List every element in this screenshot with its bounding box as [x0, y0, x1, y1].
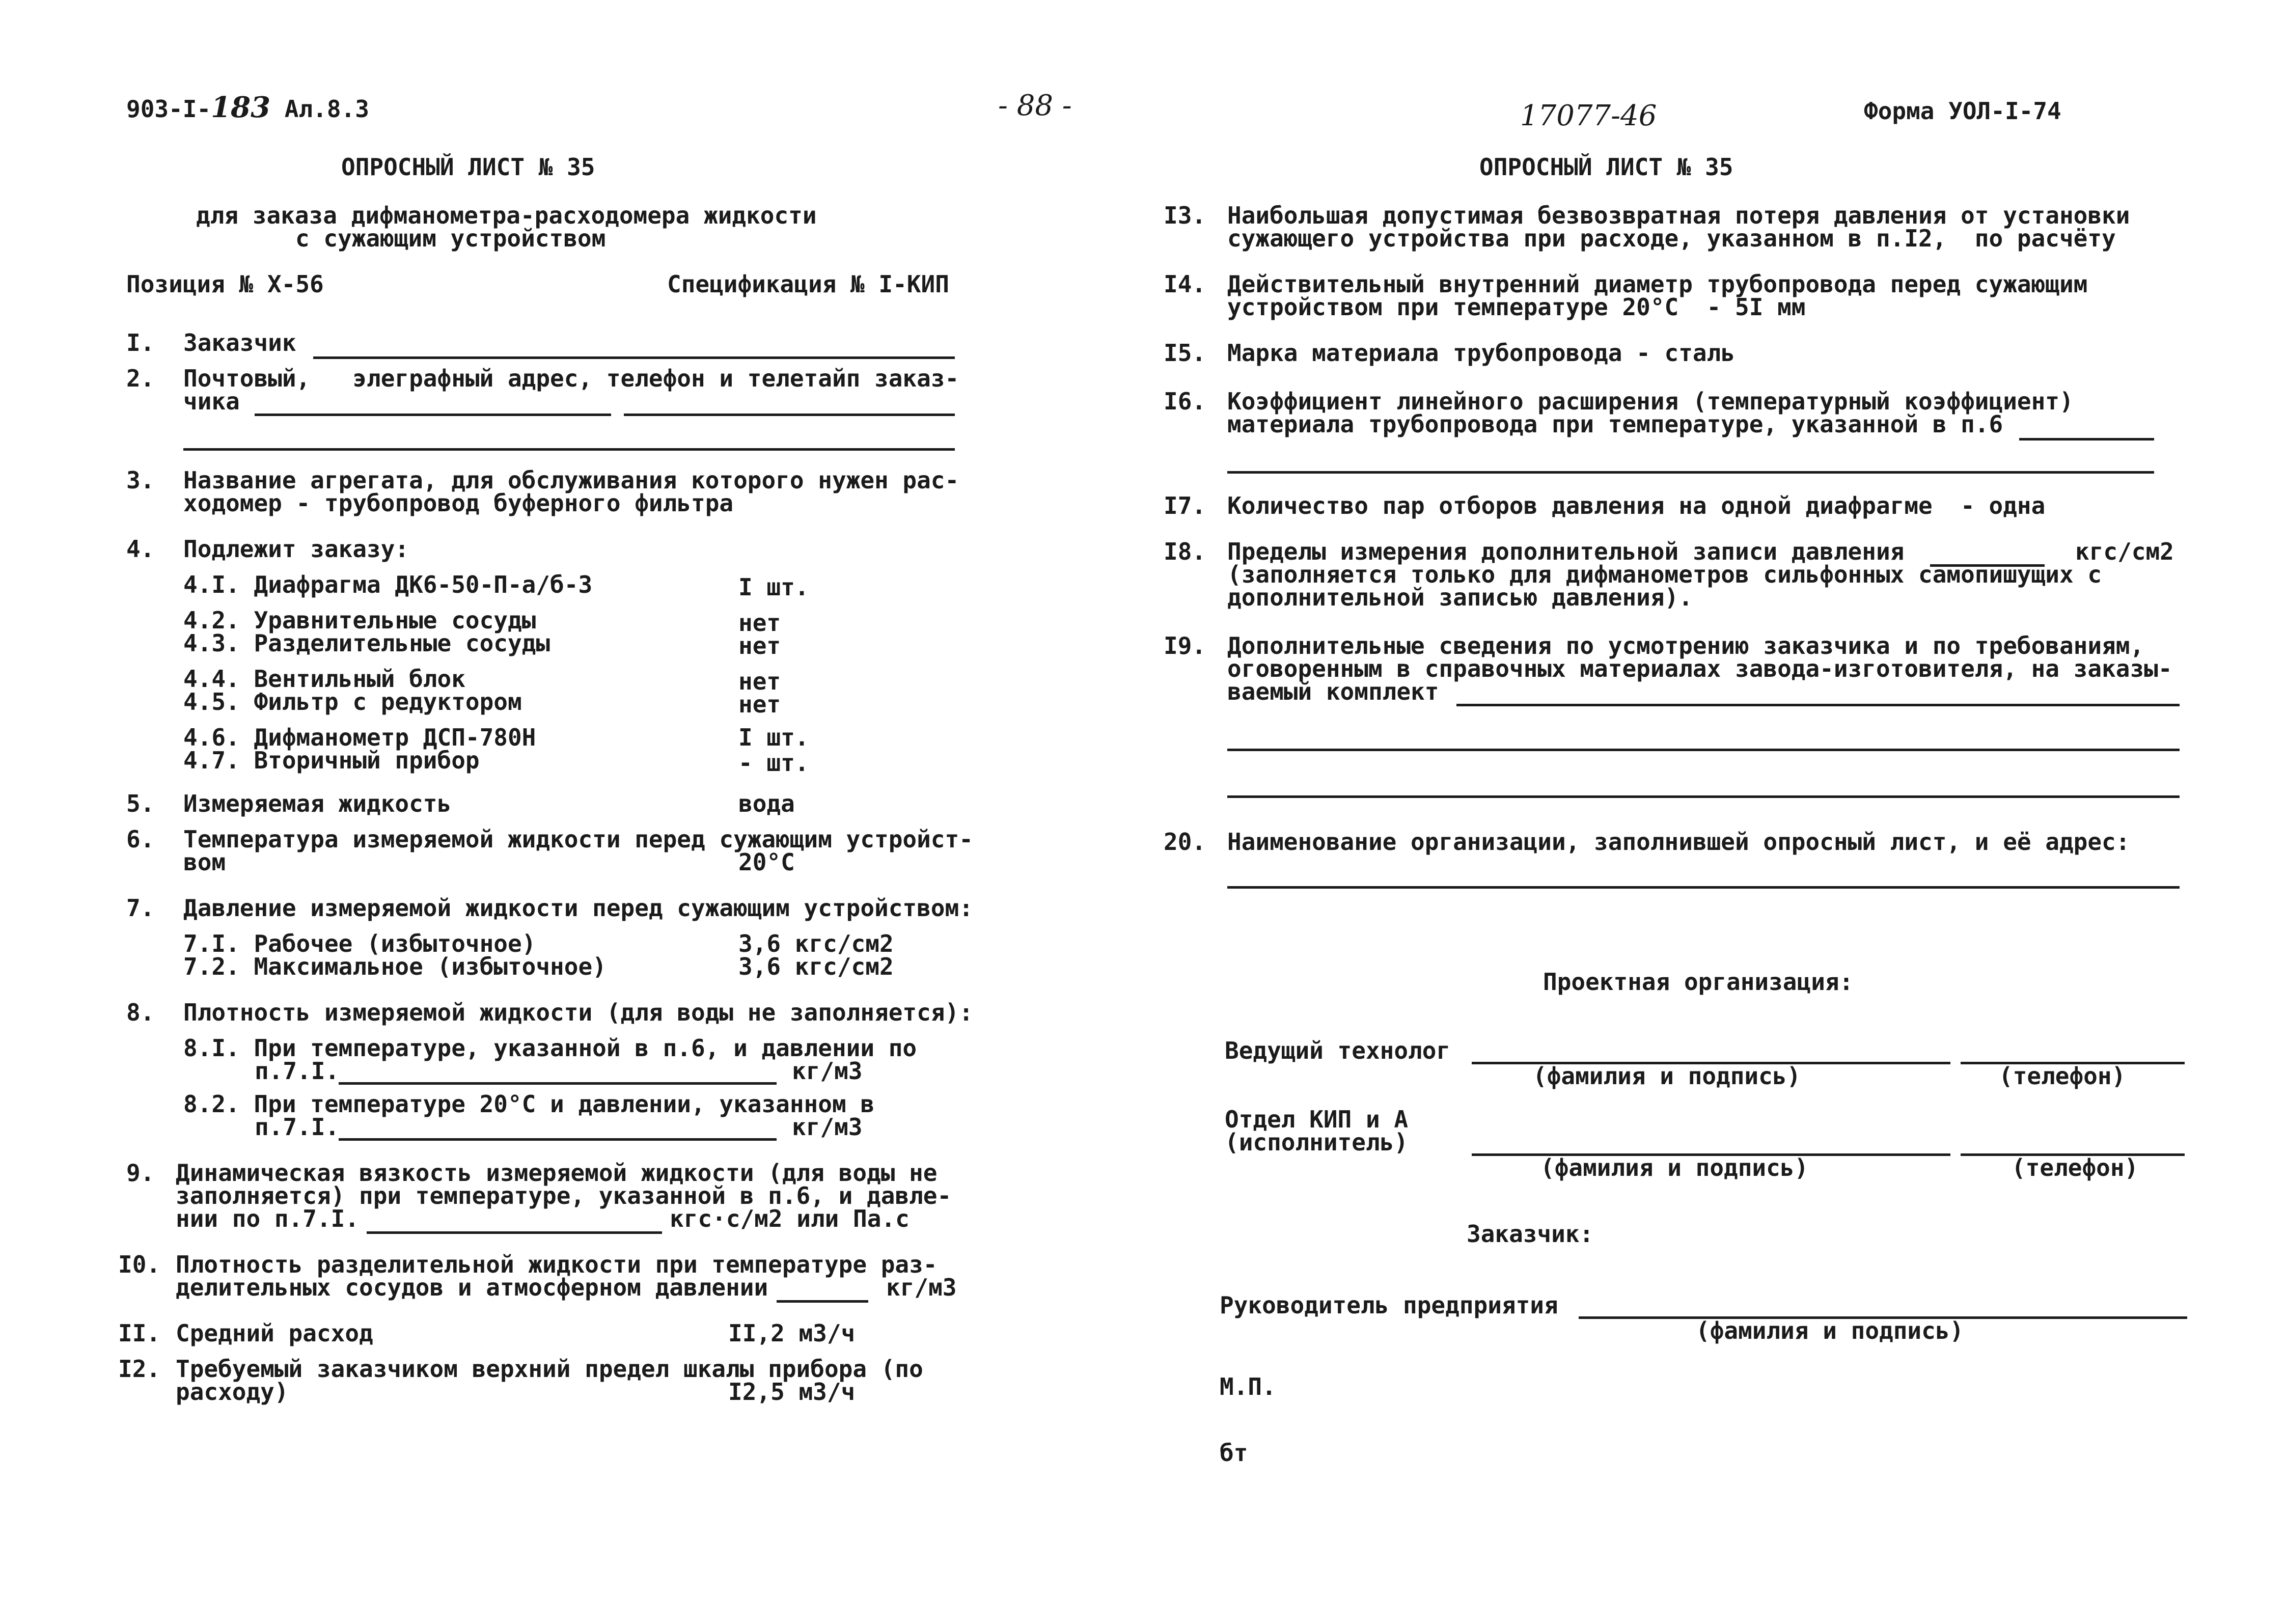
item-number: 4. — [126, 535, 155, 563]
project-organization-heading: Проектная организация: — [1543, 968, 1854, 996]
subitem-text: 7.I. Рабочее (избыточное) — [183, 930, 536, 957]
item-text: Коэффициент линейного расширения (температурный коэффициент) — [1227, 388, 2074, 415]
name-signature-caption: (фамилия и подпись) — [1540, 1154, 1809, 1181]
fill-line[interactable] — [339, 1082, 777, 1085]
subitem-text: 8.I. При температуре, указанной в п.6, и давлении по — [183, 1034, 917, 1062]
item-text: Количество пар отборов давления на одной диафрагме - одна — [1227, 492, 2046, 519]
phone-caption: (телефон) — [1999, 1062, 2126, 1090]
subitem-text: 4.4. Вентильный блок — [183, 665, 465, 693]
left-subtitle-2: с сужающим устройством — [295, 225, 606, 252]
right-title: ОПРОСНЫЙ ЛИСТ № 35 — [1479, 153, 1733, 181]
item-text: ходомер - трубопровод буферного фильтра — [183, 489, 734, 517]
subitem-text: 4.I. Диафрагма ДК6-50-П-а/б-3 — [183, 571, 593, 598]
handwritten-mark: бт — [1220, 1439, 1248, 1467]
position-number: Позиция № Х-56 — [126, 270, 324, 298]
item-text: Название агрегата, для обслуживания которого нужен рас- — [183, 466, 959, 494]
item-text: вом — [183, 848, 226, 876]
unit: кг/м3 — [886, 1274, 957, 1301]
subitem-text: 4.6. Дифманометр ДСП-780Н — [183, 724, 536, 751]
item-number: I7. — [1164, 492, 1206, 519]
fill-line[interactable] — [624, 414, 955, 416]
subitem-value: нет — [738, 632, 781, 659]
item-text: Действительный внутренний диаметр трубопровода перед сужающим — [1227, 270, 2088, 298]
item-text: Наименование организации, заполнившей опросный лист, и её адрес: — [1227, 828, 2130, 856]
item-number: 5. — [126, 790, 155, 817]
left-title: ОПРОСНЫЙ ЛИСТ № 35 — [341, 153, 595, 181]
item-text: Подлежит заказу: — [183, 535, 409, 563]
subitem-text: 8.2. При температуре 20°С и давлении, указанном в — [183, 1090, 875, 1118]
item-text: Пределы измерения дополнительной записи давления — [1227, 538, 1905, 565]
unit: кг/м3 — [792, 1057, 863, 1085]
department-label: Отдел КИП и А — [1225, 1106, 1409, 1133]
item-value: II,2 м3/ч — [728, 1319, 856, 1347]
item-text: Температура измеряемой жидкости перед сужающим устройст- — [183, 825, 973, 853]
subitem-value: 3,6 кгс/см2 — [738, 930, 894, 957]
subitem-value: - шт. — [738, 749, 809, 777]
subitem-text: 4.7. Вторичный прибор — [183, 747, 480, 774]
item-text: (заполняется только для дифманометров сильфонных самопишущих с — [1227, 561, 2102, 588]
fill-line[interactable] — [2019, 438, 2154, 441]
unit: кгс·с/м2 или Па.с — [670, 1205, 910, 1232]
form-code: Форма УОЛ-I-74 — [1864, 97, 2061, 125]
department-label: (исполнитель) — [1225, 1128, 1409, 1156]
item-number: I2. — [118, 1355, 161, 1383]
item-number: 20. — [1164, 828, 1206, 856]
subitem-text: 4.3. Разделительные сосуды — [183, 629, 550, 657]
name-signature-caption: (фамилия и подпись) — [1533, 1062, 1801, 1090]
subitem-value: I шт. — [738, 573, 809, 601]
subitem-value: I шт. — [738, 724, 809, 751]
item-value: 20°С — [738, 848, 795, 876]
item-number: 6. — [126, 825, 155, 853]
item-number: I0. — [118, 1251, 161, 1278]
item-number: I5. — [1164, 339, 1206, 367]
item-text: нии по п.7.I. — [176, 1205, 360, 1232]
item-number: I6. — [1164, 388, 1206, 415]
name-signature-caption: (фамилия и подпись) — [1696, 1317, 1964, 1344]
fill-line[interactable] — [313, 356, 955, 359]
fill-line[interactable] — [1227, 749, 2180, 751]
specification-number: Спецификация № I-КИП — [667, 270, 949, 298]
item-text: Плотность измеряемой жидкости (для воды не заполняется): — [183, 999, 973, 1026]
head-of-enterprise-label: Руководитель предприятия — [1220, 1291, 1558, 1319]
item-number: 3. — [126, 466, 155, 494]
subitem-value: нет — [738, 668, 781, 695]
subitem-value: 3,6 кгс/см2 — [738, 953, 894, 980]
customer-heading: Заказчик: — [1467, 1220, 1594, 1248]
item-number: I8. — [1164, 538, 1206, 565]
item-text: Плотность разделительной жидкости при температуре раз- — [176, 1251, 938, 1278]
item-number: 2. — [126, 365, 155, 392]
fill-line[interactable] — [255, 414, 611, 416]
fill-line[interactable] — [367, 1231, 662, 1234]
item-number: I. — [126, 329, 155, 356]
registration-number: 17077-46 — [1520, 99, 1657, 132]
subitem-text: 7.2. Максимальное (избыточное) — [183, 953, 607, 980]
item-text: устройством при температуре 20°С - 5I мм — [1227, 293, 1806, 321]
doc-code: 903-I-183 Ал.8.3 — [126, 91, 369, 124]
item-text: Требуемый заказчиком верхний предел шкалы прибора (по — [176, 1355, 923, 1383]
item-number: I3. — [1164, 202, 1206, 229]
item-text: оговоренным в справочных материалах завода-изготовителя, на заказы- — [1227, 655, 2172, 682]
item-value: вода — [738, 790, 795, 817]
item-text: заполняется) при температуре, указанной в п.6, и давле- — [176, 1182, 952, 1209]
page-number: - 88 - — [998, 89, 1072, 122]
item-text: расходу) — [176, 1378, 289, 1406]
item-number: 9. — [126, 1159, 155, 1187]
fill-line[interactable] — [1456, 704, 2180, 706]
lead-technologist-label: Ведущий технолог — [1225, 1037, 1451, 1064]
item-text: Заказчик — [183, 329, 296, 356]
item-text: Марка материала трубопровода - сталь — [1227, 339, 1735, 367]
item-text: Наибольшая допустимая безвозвратная потеря давления от установки — [1227, 202, 2130, 229]
subitem-value: нет — [738, 609, 781, 637]
subitem-text: 4.5. Фильтр с редуктором — [183, 688, 522, 715]
item-text: чика — [183, 388, 240, 415]
item-number: I9. — [1164, 632, 1206, 659]
item-text: ваемый комплект — [1227, 678, 1439, 705]
subitem-text: п.7.I. — [255, 1057, 340, 1085]
item-text: Почтовый, элеграфный адрес, телефон и телетайп заказ- — [183, 365, 959, 392]
subitem-value: нет — [738, 691, 781, 718]
unit: кг/м3 — [792, 1113, 863, 1141]
left-subtitle-1: для заказа дифманометра-расходомера жидкости — [196, 202, 817, 229]
fill-line[interactable] — [777, 1300, 868, 1303]
item-text: Давление измеряемой жидкости перед сужающим устройством: — [183, 894, 973, 922]
unit: кгс/см2 — [2075, 538, 2174, 565]
item-text: Средний расход — [176, 1319, 373, 1347]
item-text: сужающего устройства при расходе, указанном в п.I2, по расчёту — [1227, 225, 2116, 252]
item-text: дополнительной записью давления). — [1227, 584, 1693, 611]
fill-line[interactable] — [339, 1138, 777, 1141]
subitem-text: п.7.I. — [255, 1113, 340, 1141]
item-number: I4. — [1164, 270, 1206, 298]
doc-code-handwritten: 183 — [211, 91, 271, 124]
fill-line[interactable] — [1227, 795, 2180, 798]
item-text: делительных сосудов и атмосферном давлении — [176, 1274, 768, 1301]
fill-line[interactable] — [183, 448, 955, 451]
item-number: 8. — [126, 999, 155, 1026]
fill-line[interactable] — [1227, 471, 2154, 474]
subitem-text: 4.2. Уравнительные сосуды — [183, 607, 536, 634]
item-text: Динамическая вязкость измеряемой жидкости (для воды не — [176, 1159, 938, 1187]
phone-caption: (телефон) — [2012, 1154, 2139, 1181]
item-number: 7. — [126, 894, 155, 922]
item-text: материала трубопровода при температуре, указанной в п.6 — [1227, 410, 2003, 438]
item-number: II. — [118, 1319, 161, 1347]
item-text: Дополнительные сведения по усмотрению заказчика и по требованиям, — [1227, 632, 2144, 659]
item-value: I2,5 м3/ч — [728, 1378, 856, 1406]
item-text: Измеряемая жидкость — [183, 790, 452, 817]
fill-line[interactable] — [1227, 886, 2180, 889]
stamp-place-label: М.П. — [1220, 1373, 1276, 1400]
